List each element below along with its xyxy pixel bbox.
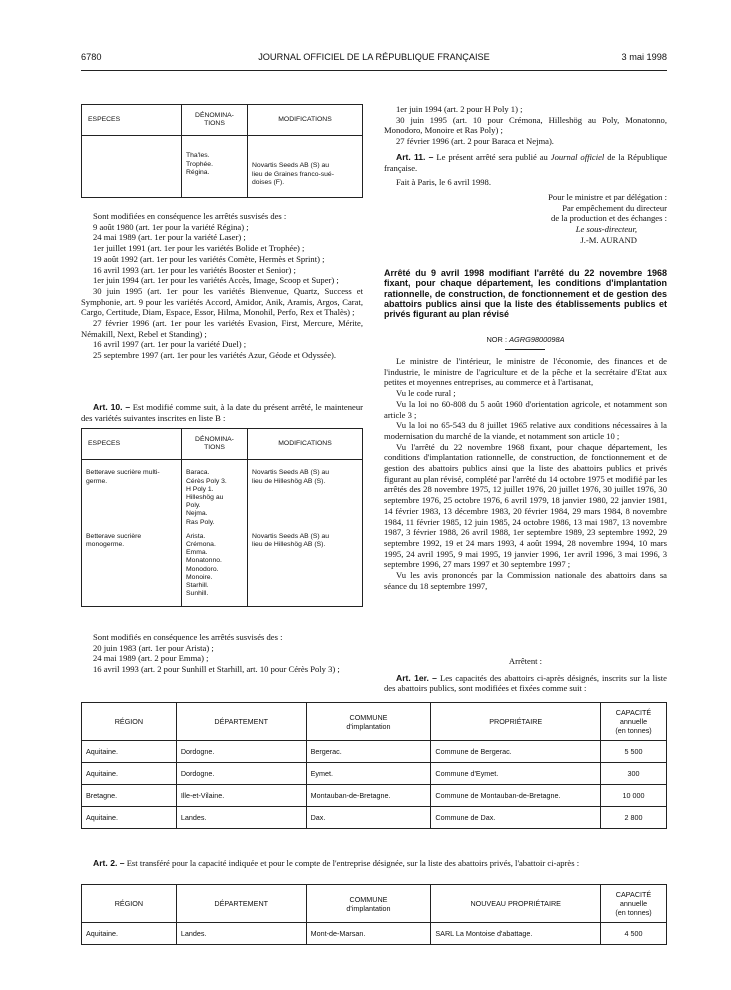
right2-paragraph-2: Vu le code rural ; xyxy=(396,388,456,399)
table-b-row-1-denomination-3: H Poly 1. xyxy=(186,485,214,493)
left-paragraph-4: 1er juillet 1991 (art. 1er pour les variétés Bolide et Trophée) ; xyxy=(93,243,305,254)
table-a-modification-line-1: Novartis Seeds AB (S) au xyxy=(252,162,330,170)
arrete-title: Arrêté du 9 avril 1998 modifiant l'arrêté du 22 novembre 1968 fixant, pour chaque département, les conditions d'implantation rationnelle, de construction, de fonctionnement et de gestion des abattoirs publics ainsi que la liste des établissements publics et privés figurant au plan révisé xyxy=(384,268,667,320)
transfer-table-cell: SARL La Montoise d'abattage. xyxy=(431,923,601,945)
capacity-table-cell: Landes. xyxy=(176,807,306,829)
page-header xyxy=(81,52,667,66)
table-b-header-denominations: DÉNOMINA- TIONS xyxy=(182,429,248,460)
capacity-table-header-1: RÉGION xyxy=(82,703,177,741)
table-b-row-1-denomination-7: Ras Poly. xyxy=(186,518,215,526)
table-a-header-especes: ESPECES xyxy=(82,105,182,136)
title-separator xyxy=(505,349,545,350)
capacity-table-cell: Commune d'Eymet. xyxy=(431,763,601,785)
signature-line-1: Pour le ministre et par délégation : xyxy=(548,192,667,202)
issue-date: 3 mai 1998 xyxy=(621,52,667,62)
table-b-row-2-especes xyxy=(82,529,182,607)
left2-paragraph-4: 16 avril 1993 (art. 2 pour Sunhill et Starhill, art. 10 pour Cérès Poly 3) ; xyxy=(93,664,340,675)
table-b-row-2-modification-line-2: lieu de Hilleshög AB (S). xyxy=(252,541,326,549)
capacity-table-cell: 2 800 xyxy=(601,807,667,829)
table-b-row-2-denomination-3: Emma. xyxy=(186,549,208,557)
table-b-header-modifications: MODIFICATIONS xyxy=(248,429,363,460)
right-paragraph-1: 1er juin 1994 (art. 2 pour H Poly 1) ; xyxy=(396,104,523,114)
table-b-row-1-species-line-1: Betterave sucrière multi- xyxy=(86,469,160,477)
capacity-table-header-5: CAPACITÉ annuelle (en tonnes) xyxy=(601,703,667,741)
signature-line-2: Par empêchement du directeur xyxy=(562,202,667,213)
article-1-label: Art. 1er. – xyxy=(396,672,437,683)
right-column-text-2 xyxy=(384,356,667,591)
signature-line-3: de la production et des échanges : xyxy=(551,213,667,224)
table-row xyxy=(82,763,667,785)
capacity-table-cell: Montauban-de-Bretagne. xyxy=(306,785,431,807)
right2-paragraph-6: Vu les avis prononcés par la Commission nationale des abattoirs dans sa séance du 18 septembre 1997, xyxy=(384,570,667,591)
table-b-row-1-denomination-4: Hilleshög au xyxy=(186,494,224,502)
right-column-text-1 xyxy=(384,104,667,147)
table-b-row-1-modifications xyxy=(248,460,363,529)
article-2-label: Art. 2. – xyxy=(93,858,125,868)
left-paragraph-3: 24 mai 1989 (art. 1er pour la variété Laser) ; xyxy=(93,232,246,243)
transfer-table-header-2: DÉPARTEMENT xyxy=(176,885,306,923)
right2-paragraph-5: Vu l'arrêté du 22 novembre 1968 fixant, pour chaque département, les conditions d'implantation rationnelle, de construction, de fonctionnement et de gestion des abattoirs publics ainsi que la liste des abattoirs publics et privés figurant au plan révisé, complété par l'arrêté du 14 octobre 1975 et modifié par les arrêtés des 28 novembre 1975, 12 juillet 1976, 20 juillet 1976, 30 juillet 1976, 30 septembre 1976, 25 octobre 1976, 6 avril 1979, 18 janvier 1980, 22 janvier 1981, 14 février 1983, 13 décembre 1983, 20 février 1984, 29 mars 1984, 8 novembre 1984, 11 février 1985, 12 juin 1985, 24 octobre 1986, 13 mai 1987, 13 novembre 1987, 3 février 1988, 26 avril 1988, 1er septembre 1989, 23 septembre 1992, 29 septembre 1992, 19 et 24 mars 1993, 4 août 1994, 28 novembre 1994, 10 mars 1995, 24 avril 1995, 9 mai 1995, 19 janvier 1996, 1er avril 1996, 3 mai 1996, 3 septembre 1996, 27 mars 1997 et 30 septembre 1997 ; xyxy=(384,441,667,570)
table-a-modification-line-3: doises (F). xyxy=(252,178,285,186)
transfer-table-cell: Mont-de-Marsan. xyxy=(306,923,431,945)
nor-code: AGRG9800098A xyxy=(509,335,565,344)
table-b-row-2-denomination-6: Monoire. xyxy=(186,573,213,581)
table-b-row-2-denomination-8: Sunhill. xyxy=(186,590,209,598)
capacity-table-cell: Aquitaine. xyxy=(82,741,177,763)
table-b-row-2-denominations xyxy=(182,529,248,607)
table-b-row-2-denomination-5: Monodoro. xyxy=(186,565,219,573)
capacity-table-cell: Commune de Dax. xyxy=(431,807,601,829)
left-paragraph-7: 1er juin 1994 (art. 1er pour les variétés Accès, Image, Scoop et Super) ; xyxy=(93,275,339,286)
transfer-table-cell: Aquitaine. xyxy=(82,923,177,945)
transfer-table-cell: 4 500 xyxy=(601,923,667,945)
capacity-table-cell: Commune de Montauban-de-Bretagne. xyxy=(431,785,601,807)
table-b-row-1-modification-line-1: Novartis Seeds AB (S) au xyxy=(252,469,330,477)
table-a-denomination-3: Régina. xyxy=(186,168,210,176)
article-2-text: Est transféré pour la capacité indiquée et pour le compte de l'entreprise désignée, sur la liste des abattoirs privés, l'abattoir ci-après : xyxy=(126,858,580,868)
capacity-table-header-3: COMMUNE d'implantation xyxy=(306,703,431,741)
transfer-table-header-5: CAPACITÉ annuelle (en tonnes) xyxy=(601,885,667,923)
left-column-text-1 xyxy=(81,211,363,361)
table-b-row-1-denomination-5: Poly. xyxy=(186,502,201,510)
capacity-table-cell: Dordogne. xyxy=(176,741,306,763)
table-b-row-2-species-line-2: monogerme. xyxy=(86,541,125,549)
varieties-table-b xyxy=(81,428,363,607)
capacity-table-cell: 5 500 xyxy=(601,741,667,763)
table-b-row-1-denomination-2: Cérès Poly 3. xyxy=(186,477,227,485)
capacity-table-cell: Eymet. xyxy=(306,763,431,785)
table-b-row-1-species-line-2: germe. xyxy=(86,477,108,485)
capacity-table-cell: Dordogne. xyxy=(176,763,306,785)
page-number: 6780 xyxy=(81,52,102,62)
table-b-row-2-denomination-7: Starhill. xyxy=(186,582,209,590)
capacity-table-cell: Aquitaine. xyxy=(82,807,177,829)
table-b-header-especes: ESPECES xyxy=(82,429,182,460)
article-11: Art. 11. – Le présent arrêté sera publié au Journal officiel de la République française. Fait à Paris, le 6 avril 1998. xyxy=(384,152,668,188)
signature-line-4: Le sous-directeur, xyxy=(575,224,637,235)
table-b-row-2-denomination-4: Monatonno. xyxy=(186,557,222,565)
left-paragraph-6: 16 avril 1993 (art. 1er pour les variétés Booster et Senior) ; xyxy=(93,264,296,275)
table-a-header-denominations: DÉNOMINA- TIONS xyxy=(182,105,248,136)
right2-paragraph-3: Vu la loi no 60-808 du 5 août 1960 d'orientation agricole, et notamment son article 3 ; xyxy=(384,398,667,420)
signature-line-5: J.-M. AURAND xyxy=(580,234,637,245)
table-b-row-1-modification-line-2: lieu de Hilleshög AB (S). xyxy=(252,477,326,485)
left-column-text-2 xyxy=(81,632,363,675)
table-b-row-1-denomination-6: Nejma. xyxy=(186,510,208,518)
arretent: Arrêtent : xyxy=(508,656,543,666)
table-b-row-1-especes xyxy=(82,460,182,529)
left-paragraph-1: Sont modifiées en conséquence les arrêtés susvisés des : xyxy=(93,211,287,221)
article-11-label: Art. 11. – xyxy=(396,152,434,162)
table-a-denominations-cell xyxy=(182,136,248,198)
journal-officiel-italic: Journal officiel xyxy=(550,152,605,162)
left2-paragraph-2: 20 juin 1983 (art. 1er pour Arista) ; xyxy=(93,642,214,653)
capacity-table-header-2: DÉPARTEMENT xyxy=(176,703,306,741)
left2-paragraph-1: Sont modifiés en conséquence les arrêtés susvisés des : xyxy=(93,632,283,642)
table-row xyxy=(82,807,667,829)
left2-paragraph-3: 24 mai 1989 (art. 2 pour Emma) ; xyxy=(93,653,209,664)
transfer-table-header-3: COMMUNE d'implantation xyxy=(306,885,431,923)
arretent-block xyxy=(384,656,667,694)
table-b-row-1-denominations xyxy=(182,460,248,529)
table-b-row-2-modification-line-1: Novartis Seeds AB (S) au xyxy=(252,532,330,540)
capacity-table-cell: Bergerac. xyxy=(306,741,431,763)
left-paragraph-8: 30 juin 1995 (art. 1er pour les variétés Bienvenue, Quartz, Success et Symphonie, art. 9 pour les variétés Accord, Amidor, Anik, Aramis, Argos, Carat, Cargo, Certitude, Diam, Espace, Essor, Hilma, Monohil, Perfo, Rex et Thalès) ; xyxy=(81,285,363,318)
table-b-row-2-species-line-1: Betterave sucrière xyxy=(86,532,142,540)
fait-a-paris: Fait à Paris, le 6 avril 1998. xyxy=(396,177,491,188)
article-10 xyxy=(81,402,363,423)
nor-reference: NOR : AGRG9800098A xyxy=(486,335,565,344)
table-a-modification-line-2: lieu de Graines franco-sué- xyxy=(252,170,334,178)
capacity-table-cell: Ille-et-Vilaine. xyxy=(176,785,306,807)
right-paragraph-2: 30 juin 1995 (art. 10 pour Crémona, Hilleshög au Poly, Monatonno, Monodoro, Monoire et Ras Poly) ; xyxy=(384,114,667,136)
varieties-table-a xyxy=(81,104,363,198)
capacity-table-cell: 10 000 xyxy=(601,785,667,807)
capacity-table-cell: Commune de Bergerac. xyxy=(431,741,601,763)
left-paragraph-10: 16 avril 1997 (art. 1er pour la variété Duel) ; xyxy=(93,339,247,350)
header-rule xyxy=(81,70,667,71)
transfer-table-header-4: NOUVEAU PROPRIÉTAIRE xyxy=(431,885,601,923)
article-1-text: Les capacités des abattoirs ci-après désignés, inscrits sur la liste des abattoirs publics, sont modifiées et fixées comme suit : xyxy=(384,672,667,694)
journal-title: JOURNAL OFFICIEL DE LA RÉPUBLIQUE FRANÇAISE xyxy=(258,52,490,62)
capacity-table-cell: Aquitaine. xyxy=(82,763,177,785)
transfer-table-cell: Landes. xyxy=(176,923,306,945)
right2-paragraph-4: Vu la loi no 65-543 du 8 juillet 1965 relative aux conditions nécessaires à la modernisation du marché de la viande, et notamment son article 10 ; xyxy=(384,420,667,441)
table-a-denomination-1: Tha'les. xyxy=(186,152,210,160)
abattoirs-capacity-table xyxy=(81,702,667,829)
capacity-table-cell: Dax. xyxy=(306,807,431,829)
table-a-denomination-2: Trophée. xyxy=(186,160,213,168)
capacity-table-cell: Bretagne. xyxy=(82,785,177,807)
table-row xyxy=(82,785,667,807)
transfer-table-header-1: RÉGION xyxy=(82,885,177,923)
article-10-text: Est modifié comme suit, à la date du présent arrêté, le mainteneur des variétés suivantes inscrites en liste B : xyxy=(81,402,363,423)
table-b-row-2-modifications xyxy=(248,529,363,607)
table-a-modifications-cell xyxy=(248,136,363,198)
table-b-row-2-denomination-2: Crémona. xyxy=(186,541,216,549)
capacity-table-header-4: PROPRIÉTAIRE xyxy=(431,703,601,741)
table-a-header-modifications: MODIFICATIONS xyxy=(248,105,363,136)
signature-block xyxy=(384,192,667,246)
left-paragraph-11: 25 septembre 1997 (art. 1er pour les variétés Azur, Géode et Odyssée). xyxy=(93,350,337,361)
right-paragraph-3: 27 février 1996 (art. 2 pour Baraca et Nejma). xyxy=(396,136,554,147)
table-b-row-2-denomination-1: Arista. xyxy=(186,532,206,540)
capacity-table-cell: 300 xyxy=(601,763,667,785)
left-paragraph-9: 27 février 1996 (art. 1er pour les variétés Evasion, First, Mercure, Mérite, Némakill, Next, Rebel et Standing) ; xyxy=(81,318,363,339)
left-paragraph-2: 9 août 1980 (art. 1er pour la variété Régina) ; xyxy=(93,221,249,232)
table-row xyxy=(82,923,667,945)
article-2 xyxy=(81,858,667,869)
abattoir-transfer-table xyxy=(81,884,667,945)
right2-paragraph-1: Le ministre de l'intérieur, le ministre de l'économie, des finances et de l'industrie, le ministre de l'agriculture et de la pêche et la secrétaire d'Etat aux petites et moyennes entreprises, au commerce et à l'artisanat, xyxy=(384,356,667,388)
left-paragraph-5: 19 août 1992 (art. 1er pour les variétés Comète, Hermès et Sprint) ; xyxy=(93,253,325,264)
article-10-label: Art. 10. – xyxy=(93,402,131,412)
table-row xyxy=(82,741,667,763)
table-b-row-1-denomination-1: Baraca. xyxy=(186,469,210,477)
table-a-especes-cell xyxy=(82,136,182,198)
